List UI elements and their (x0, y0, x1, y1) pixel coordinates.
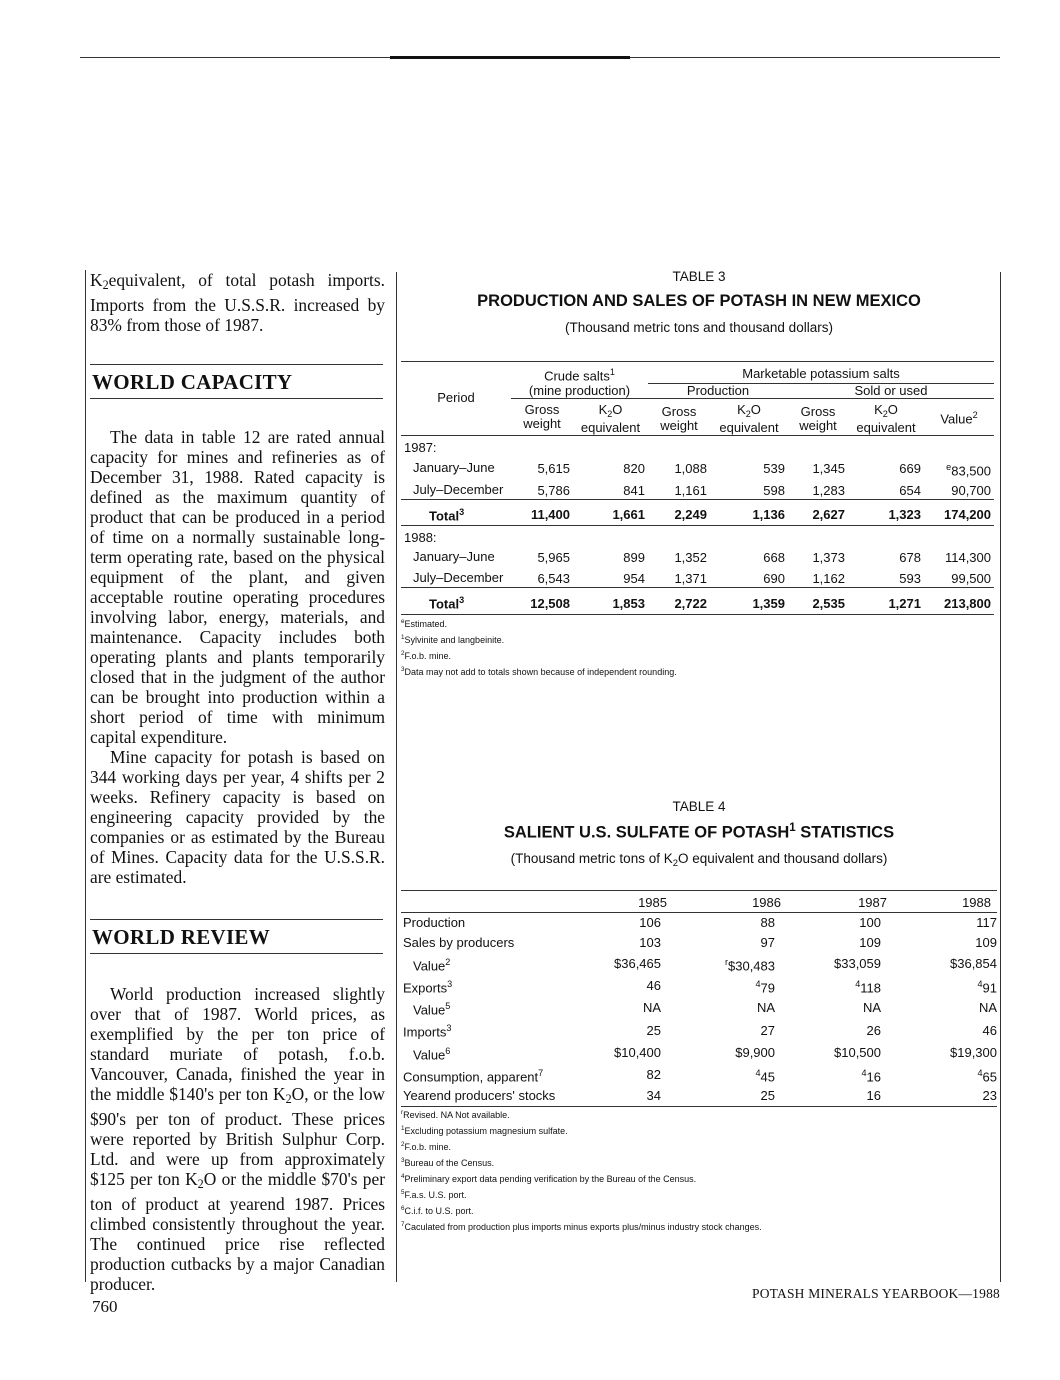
value-cell: 2,627 (812, 507, 845, 523)
header-k2o-equivalent: $K_2O$ equivalent (856, 401, 916, 435)
table-row (401, 1086, 997, 1106)
table4-subtitle: (Thousand metric tons of $K_2O$ equivalent and thousand dollars) (510, 851, 888, 869)
value-cell: 12,508 (530, 595, 570, 611)
value-cell: $33,059 (834, 955, 881, 971)
year-row-1988 (401, 526, 994, 546)
value-cell: 1,373 (812, 550, 845, 566)
value-cell: 690 (763, 571, 785, 587)
value-cell: NA (978, 1000, 997, 1016)
review-paragraph: World production increased slightly over that of 1987. World prices, as exemplified by the per ton price of standard muriate of potash, f.o.b. Vancouver, Canada, finished the year in the middle $140's per ton $K_2O$, or the low $90's per ton of product. These prices were reported by British Sulphur Corp. Ltd. and were up from approximately $125 per ton $K_2O$ or the middle $70's per ton of product at yearend 1987. Prices climbed consistently throughout the year. The continued price rise reflected production cutbacks by a major Canadian producer. (90, 984, 385, 1294)
value-cell: $^e$83,500 (946, 461, 991, 479)
value-cell: 97 (760, 934, 775, 950)
row-label: Value$^5$ (413, 1001, 451, 1018)
running-title: POTASH MINERALS YEARBOOK—1988 (752, 1286, 1000, 1301)
footnote: $^7$Caculated from production plus imports minus exports plus/minus industry stock changes. (401, 1221, 762, 1232)
empty-cell (848, 435, 924, 455)
header-gross-weight: Gross weight (799, 403, 837, 433)
value-cell: $36,854 (950, 955, 997, 971)
value-cell: 23 (982, 1088, 997, 1104)
year-label: 1988: (404, 530, 437, 546)
period-cell: January–June (413, 459, 495, 475)
value-cell: 6,543 (537, 571, 570, 587)
year-row-1987 (401, 435, 994, 455)
capacity-paragraph-2: Mine capacity for potash is based on 344 working days per year, 4 shifts per 2 weeks. Refinery capacity is based on engineering capacity provided by the companies or as estimated by the Bureau of Mines. Capacity data for the U.S.S.R. are estimated. (90, 747, 385, 887)
value-cell: 25 (646, 1022, 661, 1038)
footnote: $^1$Sylvinite and langbeinite. (401, 634, 505, 645)
row-label: Imports$^3$ (403, 1023, 452, 1040)
empty-cell (573, 435, 648, 455)
value-cell: 598 (763, 483, 785, 499)
empty-cell (648, 435, 710, 455)
page-number: 760 (92, 1297, 118, 1316)
value-cell: 593 (899, 571, 921, 587)
value-cell: 841 (623, 483, 645, 499)
value-cell: 1,161 (674, 483, 707, 499)
period-cell: January–June (413, 549, 495, 565)
header-mine-production: (mine production) (511, 383, 648, 398)
table3-title: PRODUCTION AND SALES OF POTASH IN NEW MEXICO (477, 292, 921, 310)
value-cell: $^4$91 (977, 978, 997, 996)
value-cell: 2,249 (674, 507, 707, 523)
table-row (401, 913, 997, 933)
value-cell: 2,535 (812, 595, 845, 611)
table4-label: TABLE 4 (672, 799, 726, 814)
value-cell: 1,271 (888, 595, 921, 611)
empty-cell (710, 526, 788, 546)
value-cell: 109 (975, 934, 997, 950)
value-cell: 90,700 (951, 483, 991, 499)
value-cell: NA (756, 1000, 775, 1016)
value-cell: 1,162 (812, 571, 845, 587)
value-cell: 100 (859, 914, 881, 930)
capacity-paragraph-1: The data in table 12 are rated annual capacity for mines and refineries as of December 31, 1988. Rated capacity is defined as the maximum quantity of product that can be produced in a period of time on a normally sustainable long-term operating rate, based on the physical equipment of the plant, and given acceptable routine operating procedures involving labor, energy, materials, and maintenance. Capacity includes both operating plants and plants temporarily closed that in the judgment of the author can be brought into production within a short period of time with minimum capital expenditure. (90, 427, 385, 747)
value-cell: 82 (646, 1067, 661, 1083)
value-cell: 174,200 (944, 507, 991, 523)
footnote: $^6$C.i.f. to U.S. port. (401, 1205, 474, 1216)
table-total-row (401, 500, 994, 526)
table-row (401, 478, 994, 500)
table-total-row (401, 588, 994, 614)
table4-title: SALIENT U.S. SULFATE OF POTASH$^1$ STATISTICS (503, 822, 895, 842)
header-crude-salts: Crude salts$^1$ (544, 367, 615, 384)
value-cell: 11,400 (530, 507, 570, 523)
footnote: $^5$F.a.s. U.S. port. (401, 1189, 467, 1200)
table-row (401, 455, 994, 478)
footnote: $^2$F.o.b. mine. (401, 1141, 452, 1152)
footnote: $^2$F.o.b. mine. (401, 650, 452, 661)
table-row (401, 975, 997, 997)
footnote: $^4$Preliminary export data pending verification by the Bureau of the Census. (401, 1173, 697, 1184)
empty-cell (924, 526, 994, 546)
value-cell: 106 (639, 914, 661, 930)
value-cell: 899 (623, 550, 645, 566)
value-cell: 117 (976, 914, 997, 930)
row-label: Yearend producers' stocks (403, 1088, 556, 1104)
value-cell: $^4$45 (755, 1068, 775, 1085)
table3-label: TABLE 3 (672, 269, 726, 284)
value-cell: 678 (899, 550, 921, 566)
empty-cell (788, 435, 848, 455)
value-cell: 654 (899, 483, 921, 499)
value-cell: 1,136 (752, 507, 785, 523)
value-cell: 46 (982, 1022, 997, 1038)
table3 (401, 361, 994, 615)
column-rule-left (85, 270, 86, 1282)
value-cell: 34 (646, 1088, 661, 1104)
column-rule-right (1000, 272, 1001, 1282)
row-label: Consumption, apparent$^7$ (403, 1068, 544, 1085)
value-cell: 1,088 (674, 460, 707, 476)
value-cell: 668 (763, 550, 785, 566)
value-cell: 109 (859, 934, 881, 950)
value-cell: 1,345 (812, 460, 845, 476)
value-cell: 114,300 (944, 550, 991, 566)
footnote: $^3$Data may not add to totals shown because of independent rounding. (401, 666, 677, 677)
value-cell: 539 (763, 460, 785, 476)
value-cell: 5,786 (537, 483, 570, 499)
left-column (90, 270, 385, 1294)
empty-cell (848, 526, 924, 546)
footnote: $^e$Estimated. (401, 618, 448, 629)
header-year: 1987 (858, 895, 887, 910)
header-year: 1985 (638, 895, 667, 910)
value-cell: 25 (760, 1088, 775, 1104)
header-k2o-equivalent: $K_2O$ equivalent (580, 401, 641, 435)
value-cell: $^4$16 (861, 1068, 881, 1085)
header-sold-or-used: Sold or used (788, 383, 994, 398)
period-cell: Total$^3$ (429, 595, 465, 612)
value-cell: 5,615 (537, 460, 570, 476)
value-cell: 26 (866, 1022, 881, 1038)
table-row (401, 1064, 997, 1086)
value-cell: 1,323 (888, 507, 921, 523)
table-row (401, 566, 994, 588)
table-row (401, 1042, 997, 1064)
empty-cell (924, 435, 994, 455)
empty-cell (788, 526, 848, 546)
value-cell: 16 (866, 1088, 881, 1104)
value-cell: $^4$65 (977, 1068, 997, 1085)
footnote: $^1$Excluding potassium magnesium sulfate. (401, 1125, 568, 1136)
empty-cell (573, 526, 648, 546)
row-label: Value$^2$ (413, 956, 451, 973)
value-cell: 1,661 (612, 507, 645, 523)
table-row (401, 997, 997, 1019)
table-row (401, 545, 994, 566)
table-row (401, 933, 997, 953)
header-value: Value$^2$ (940, 409, 978, 426)
value-cell: 1,359 (752, 595, 785, 611)
header-marketable: Marketable potassium salts (648, 362, 994, 384)
footnote: $^r$Revised. NA Not available. (401, 1109, 510, 1120)
header-k2o-equivalent: $K_2O$ equivalent (719, 401, 779, 435)
footnote: $^3$Bureau of the Census. (401, 1157, 495, 1168)
value-cell: 103 (639, 934, 661, 950)
empty-cell (648, 526, 710, 546)
value-cell: 1,283 (812, 483, 845, 499)
table4 (401, 890, 997, 1107)
empty-cell (511, 526, 573, 546)
column-rule-middle (396, 272, 397, 1282)
value-cell: NA (642, 1000, 661, 1016)
value-cell: 99,500 (951, 571, 991, 587)
table4-footnotes (401, 1106, 901, 1234)
period-cell: Total$^3$ (429, 507, 465, 524)
world-capacity-heading: WORLD CAPACITY (90, 364, 383, 399)
empty-cell (511, 435, 573, 455)
period-cell: July–December (413, 482, 504, 498)
table3-footnotes (401, 615, 801, 679)
header-blank (401, 891, 577, 913)
value-cell: 820 (623, 460, 645, 476)
row-label: Exports$^3$ (403, 978, 453, 996)
value-cell: 27 (760, 1022, 775, 1038)
value-cell: $36,465 (614, 955, 661, 971)
value-cell: $10,400 (614, 1044, 661, 1060)
row-label: Production (403, 914, 466, 930)
value-cell: 46 (646, 977, 661, 993)
world-review-heading: WORLD REVIEW (90, 919, 383, 954)
header-year: 1988 (962, 895, 991, 910)
value-cell: 1,371 (674, 571, 707, 587)
header-year: 1986 (752, 895, 781, 910)
empty-cell (710, 435, 788, 455)
value-cell: 954 (623, 571, 645, 587)
value-cell: 1,352 (674, 550, 707, 566)
value-cell: $^r$\$30,483 (724, 956, 775, 973)
value-cell: 5,965 (537, 550, 570, 566)
header-gross-weight: Gross weight (523, 402, 561, 432)
value-cell: 213,800 (944, 595, 991, 611)
table3-subtitle: (Thousand metric tons and thousand dollars) (565, 320, 833, 335)
header-period: Period (401, 362, 511, 436)
value-cell: $^4$79 (755, 978, 775, 996)
value-cell: 2,722 (674, 595, 707, 611)
value-cell: NA (862, 1000, 881, 1016)
value-cell: $19,300 (950, 1044, 997, 1060)
table-row (401, 953, 997, 975)
year-label: 1987: (404, 439, 437, 455)
header-production: Production (648, 383, 788, 398)
value-cell: 88 (760, 914, 775, 930)
value-cell: $^4$118 (855, 978, 881, 996)
row-label: Value$^6$ (413, 1045, 451, 1063)
value-cell: $10,500 (834, 1044, 881, 1060)
row-label: Sales by producers (403, 934, 515, 950)
period-cell: July–December (413, 570, 504, 586)
table-row (401, 1019, 997, 1041)
top-rule-accent (390, 56, 630, 59)
header-gross-weight: Gross weight (660, 403, 698, 433)
value-cell: 669 (899, 460, 921, 476)
intro-paragraph: $K_2equivalent$, of total potash imports. Imports from the U.S.S.R. increased by 83% from those of 1987. (90, 270, 385, 335)
value-cell: 1,853 (612, 595, 645, 611)
value-cell: $9,900 (735, 1044, 775, 1060)
